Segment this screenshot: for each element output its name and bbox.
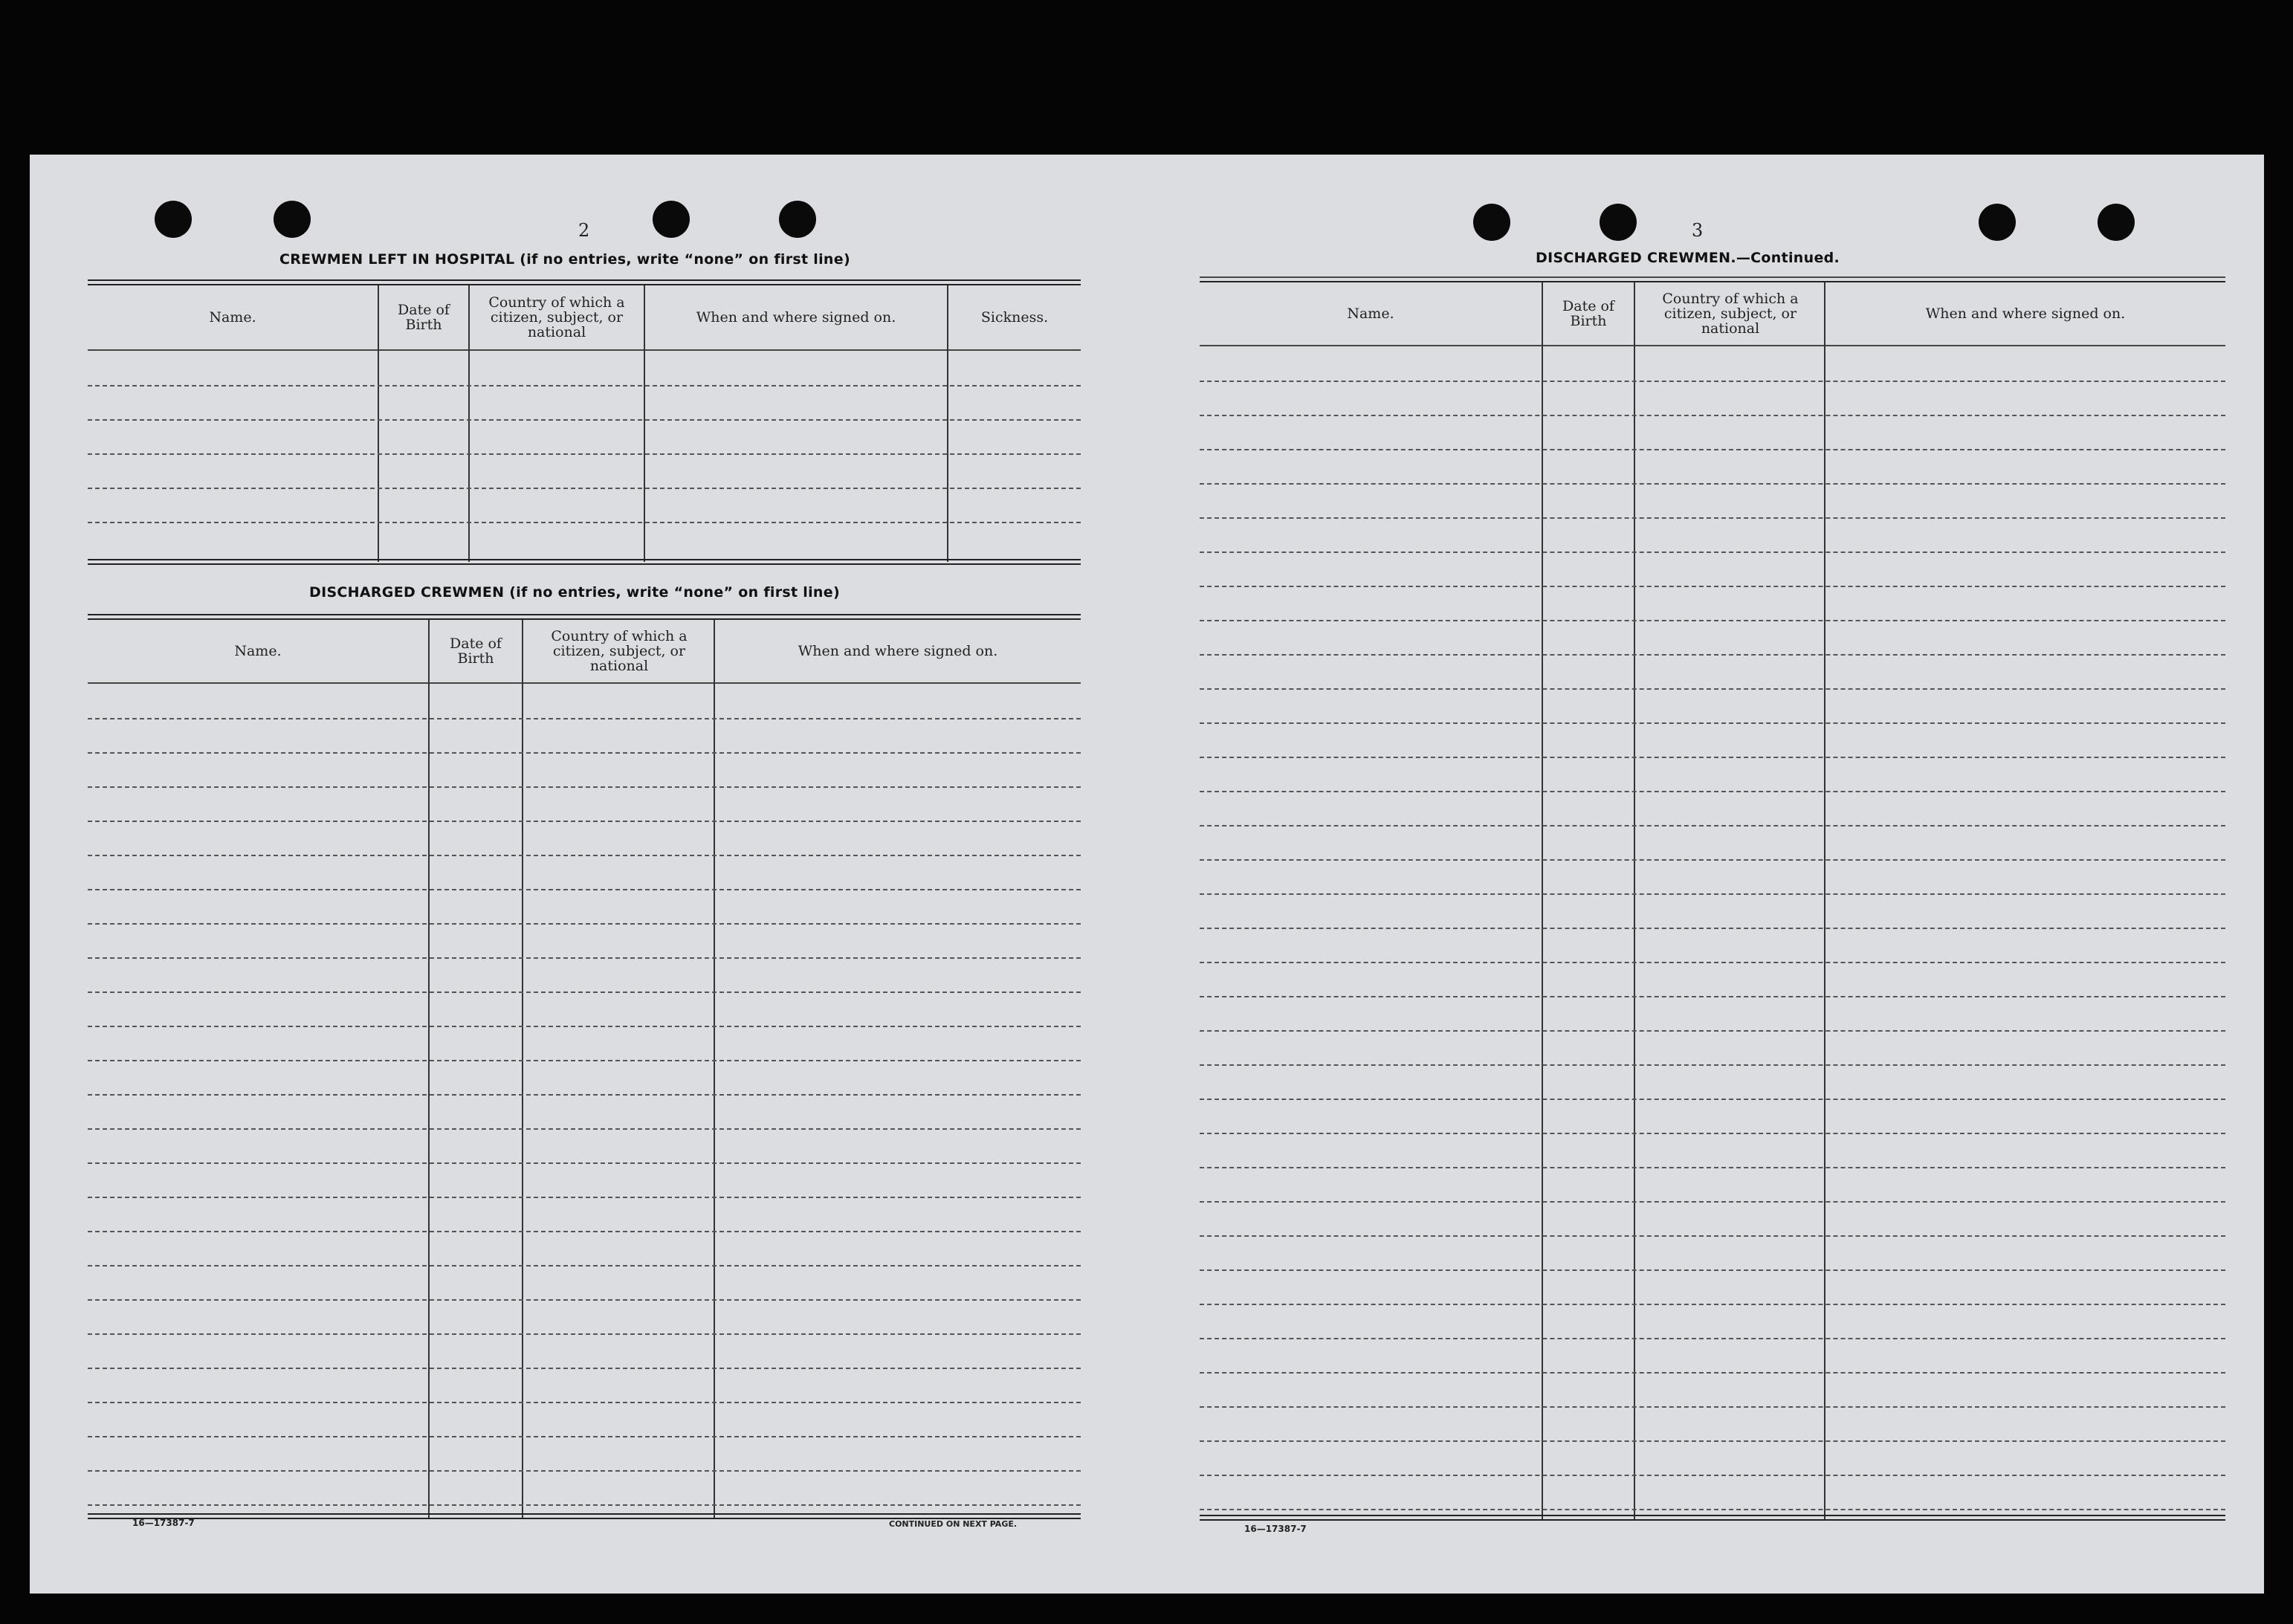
table-row — [88, 385, 1081, 386]
column-header-country: Country of which a citizen, subject, or national — [1662, 291, 1799, 337]
table-row — [1200, 517, 2225, 519]
table-row — [1200, 1167, 2225, 1168]
column-header-name: Name. — [1347, 305, 1394, 322]
table-row — [1200, 654, 2225, 656]
discharged-section-title: DISCHARGED CREWMEN (if no entries, write “none” on first line) — [309, 584, 840, 601]
table-row — [88, 522, 1081, 523]
form-sheet — [30, 155, 2264, 1594]
column-header-country: Country of which a citizen, subject, or national — [551, 628, 688, 674]
punch-hole — [1979, 204, 2016, 241]
table-row — [1200, 1133, 2225, 1134]
punch-hole — [779, 201, 816, 238]
table-row — [1200, 928, 2225, 929]
page-number-right: 3 — [1692, 220, 1704, 241]
form-number-right: 16—17387-7 — [1244, 1524, 1307, 1534]
table-row — [1200, 551, 2225, 553]
punch-hole — [1600, 204, 1637, 241]
continued-note: CONTINUED ON NEXT PAGE. — [889, 1519, 1018, 1529]
table-row — [1200, 1475, 2225, 1476]
table-row — [88, 889, 1081, 890]
column-header-country: Country of which a citizen, subject, or national — [488, 294, 625, 340]
table-row — [88, 991, 1081, 993]
table-row — [1200, 1406, 2225, 1408]
table-row — [88, 718, 1081, 719]
table-row — [1200, 825, 2225, 826]
column-header-sickness: Sickness. — [980, 309, 1049, 326]
form-number-left: 16—17387-7 — [132, 1518, 195, 1528]
table-row — [1200, 1372, 2225, 1374]
column-header-name: Name. — [234, 643, 282, 659]
table-row — [88, 821, 1081, 822]
hospital-section-title: CREWMEN LEFT IN HOSPITAL (if no entries, write “none” on first line) — [279, 251, 850, 268]
table-row — [1200, 381, 2225, 382]
column-header-signed-on: When and where signed on. — [1925, 305, 2126, 322]
table-row — [88, 855, 1081, 856]
table-row — [88, 1060, 1081, 1061]
table-row — [1200, 586, 2225, 587]
table-row — [1200, 1338, 2225, 1339]
table-row — [1200, 757, 2225, 758]
discharged-continued-title: DISCHARGED CREWMEN.—Continued. — [1536, 250, 1840, 266]
table-row — [1200, 791, 2225, 792]
table-row — [1200, 483, 2225, 485]
table-row — [1200, 962, 2225, 963]
table-row — [1200, 1030, 2225, 1032]
table-row — [1200, 449, 2225, 450]
punch-hole — [155, 201, 192, 238]
table-row — [1200, 1099, 2225, 1100]
table-row — [88, 1128, 1081, 1130]
punch-hole — [2098, 204, 2135, 241]
table-row — [88, 957, 1081, 959]
table-row — [88, 923, 1081, 925]
table-row — [1200, 1440, 2225, 1442]
column-header-date-of-birth: Date of Birth — [398, 302, 450, 333]
page-number-left: 2 — [578, 220, 590, 241]
table-row — [88, 1436, 1081, 1437]
table-row — [1200, 620, 2225, 621]
table-row — [88, 419, 1081, 421]
table-row — [88, 786, 1081, 788]
table-row — [88, 488, 1081, 489]
table-row — [1200, 1269, 2225, 1271]
table-row — [88, 1299, 1081, 1301]
column-header-signed-on: When and where signed on. — [798, 643, 998, 659]
table-row — [88, 1231, 1081, 1232]
table-row — [88, 1026, 1081, 1027]
table-row — [88, 1162, 1081, 1164]
table-row — [1200, 1201, 2225, 1203]
table-row — [88, 1333, 1081, 1335]
table-row — [1200, 1509, 2225, 1510]
table-row — [1200, 1235, 2225, 1237]
table-row — [1200, 1064, 2225, 1066]
column-header-date-of-birth: Date of Birth — [450, 635, 502, 667]
column-header-name: Name. — [209, 309, 256, 326]
discharged-table-left — [88, 614, 1081, 1521]
table-row — [1200, 1304, 2225, 1305]
table-row — [88, 752, 1081, 754]
punch-hole — [1473, 204, 1510, 241]
table-row — [88, 1470, 1081, 1472]
punch-hole — [274, 201, 311, 238]
table-row — [88, 1504, 1081, 1506]
table-row — [88, 1094, 1081, 1096]
table-row — [1200, 415, 2225, 416]
table-row — [88, 1197, 1081, 1198]
column-header-signed-on: When and where signed on. — [696, 309, 896, 326]
punch-hole — [653, 201, 690, 238]
table-row — [1200, 859, 2225, 861]
table-row — [88, 1265, 1081, 1266]
table-row — [88, 453, 1081, 455]
discharged-table-right — [1200, 276, 2225, 1519]
table-row — [88, 1368, 1081, 1369]
table-row — [88, 1402, 1081, 1403]
table-row — [1200, 996, 2225, 997]
column-header-date-of-birth: Date of Birth — [1562, 298, 1614, 329]
table-row — [1200, 688, 2225, 690]
table-row — [1200, 893, 2225, 895]
table-row — [1200, 722, 2225, 724]
